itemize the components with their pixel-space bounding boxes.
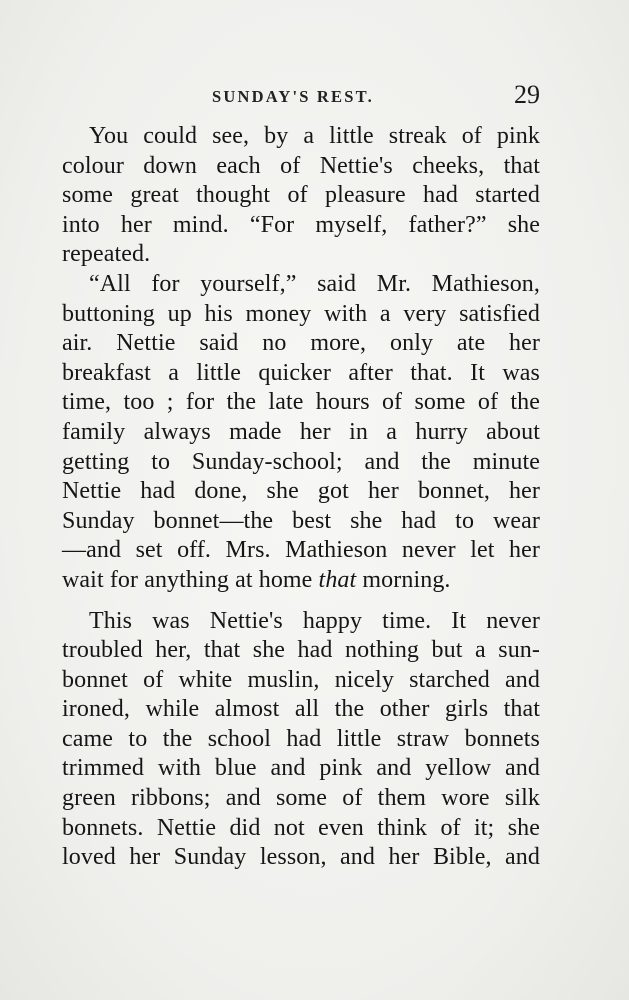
text-line: Nettie had done, she got her bonnet, her <box>62 478 540 505</box>
text-line: You could see, by a little streak of pink <box>89 123 540 149</box>
text-line: ironed, while almost all the other girls that <box>62 696 540 723</box>
text-line: bonnet of white muslin, nicely starched and <box>62 666 540 693</box>
text-line: buttoning up his money with a very satisfied <box>62 300 540 327</box>
text-line: family always made her in a hurry about <box>62 418 540 445</box>
text-line: loved her Sunday lesson, and her Bible, and <box>62 844 540 871</box>
text-line: time, too ; for the late hours of some of the <box>62 389 540 416</box>
text-line: Sunday bonnet—the best she had to wear <box>62 507 540 534</box>
text-line: bonnets. Nettie did not even think of it; she <box>62 814 540 841</box>
text-line: —and set off. Mrs. Mathieson never let her <box>62 537 540 564</box>
text-line: repeated. <box>62 241 151 268</box>
text-line: colour down each of Nettie's cheeks, that <box>62 152 540 179</box>
text-line: into her mind. “For myself, father?” she <box>62 211 540 238</box>
text-line: This was Nettie's happy time. It never <box>89 607 540 634</box>
running-head: SUNDAY'S REST. <box>212 87 374 106</box>
text-line: troubled her, that she had nothing but a sun- <box>62 637 540 664</box>
text-line: green ribbons; and some of them wore silk <box>62 785 540 812</box>
text-line: “All for yourself,” said Mr. Mathieson, <box>89 270 540 297</box>
text-line: trimmed with blue and pink and yellow and <box>62 755 540 782</box>
body-text <box>62 122 540 873</box>
text-line: air. Nettie said no more, only ate her <box>62 330 540 357</box>
text-line: some great thought of pleasure had started <box>62 182 540 209</box>
text-fragment: morning. <box>356 566 451 593</box>
text-line: breakfast a little quicker after that. It was <box>62 359 540 386</box>
text-line: came to the school had little straw bonnets <box>62 725 540 752</box>
text-fragment: wait for anything at home <box>62 566 319 593</box>
text-line-with-emphasis <box>62 566 540 596</box>
emphasized-word: that <box>318 566 357 593</box>
page-header <box>60 80 540 110</box>
text-line: getting to Sunday-school; and the minute <box>62 448 540 475</box>
page-number: 29 <box>514 80 540 109</box>
